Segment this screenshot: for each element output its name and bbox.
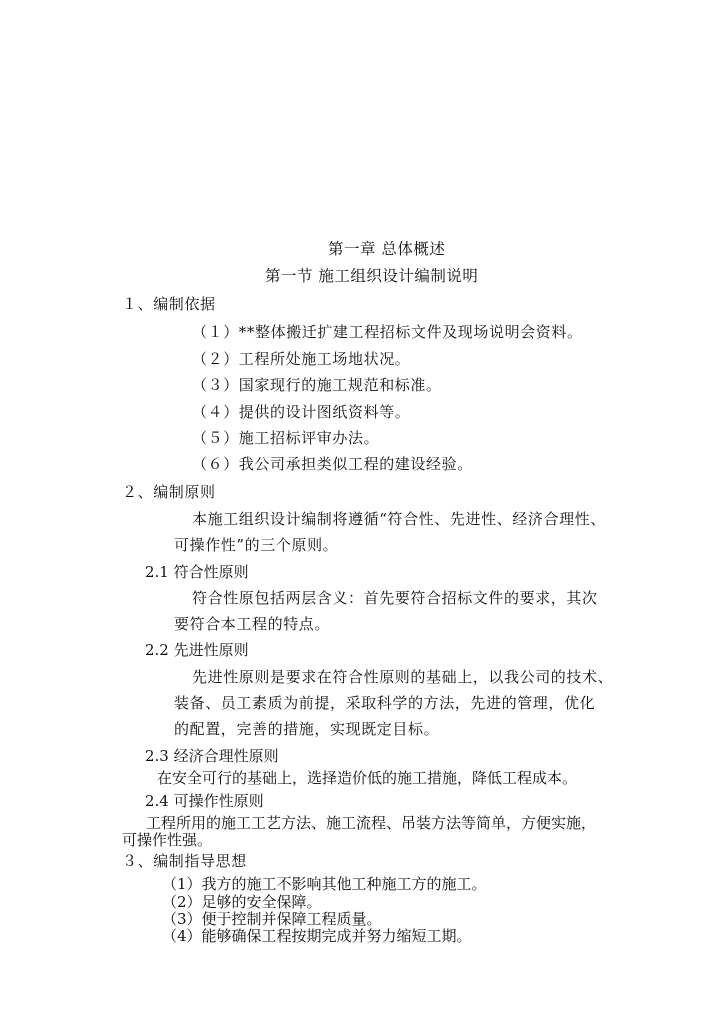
subsection-heading: 2.3 经济合理性原则: [145, 747, 279, 765]
list-item: （２）工程所处施工场地状况。: [192, 350, 411, 368]
paragraph-line: 在安全可行的基础上，选择造价低的施工措施，降低工程成本。: [157, 769, 578, 787]
section-heading-principles: ２、编制原则: [122, 483, 216, 501]
subsection-heading: 2.4 可操作性原则: [145, 792, 264, 810]
list-item: （2）足够的安全保障。: [162, 893, 322, 911]
paragraph-line: 要符合本工程的特点。: [174, 615, 331, 633]
paragraph-line: 可操作性强。: [122, 831, 213, 849]
chapter-title: 第一章 总体概述: [328, 240, 446, 258]
list-item: （４）提供的设计图纸资料等。: [192, 403, 411, 421]
list-item: （３）国家现行的施工规范和标准。: [192, 376, 442, 394]
paragraph-line: 本施工组织设计编制将遵循“符合性、先进性、经济合理性、: [192, 510, 606, 528]
section-heading-basis: １、编制依据: [122, 295, 216, 313]
list-item: （１）**整体搬迁扩建工程招标文件及现场说明会资料。: [192, 323, 583, 341]
section-heading-guidance: ３、编制指导思想: [122, 852, 247, 870]
paragraph-line: 符合性原包括两层含义：首先要符合招标文件的要求，其次: [192, 589, 598, 607]
paragraph-line: 可操作性”的三个原则。: [174, 536, 339, 554]
list-item: （4）能够确保工程按期完成并努力缩短工期。: [162, 927, 472, 945]
paragraph-line: 工程所用的施工工艺方法、施工流程、吊装方法等简单，方便实施，: [146, 814, 597, 832]
list-item: （６）我公司承担类似工程的建设经验。: [192, 455, 473, 473]
subsection-heading: 2.2 先进性原则: [145, 641, 249, 659]
paragraph-line: 先进性原则是要求在符合性原则的基础上，以我公司的技术、: [192, 668, 614, 686]
list-item: （1）我方的施工不影响其他工种施工方的施工。: [162, 875, 487, 893]
paragraph-line: 装备、员工素质为前提，采取科学的方法，先进的管理，优化: [174, 694, 596, 712]
paragraph-line: 的配置，完善的措施，实现既定目标。: [174, 720, 440, 738]
list-item: （５）施工招标评审办法。: [192, 429, 380, 447]
list-item: （3）便于控制并保障工程质量。: [162, 910, 382, 928]
subsection-heading: 2.1 符合性原则: [145, 563, 249, 581]
section-title: 第一节 施工组织设计编制说明: [265, 267, 479, 285]
